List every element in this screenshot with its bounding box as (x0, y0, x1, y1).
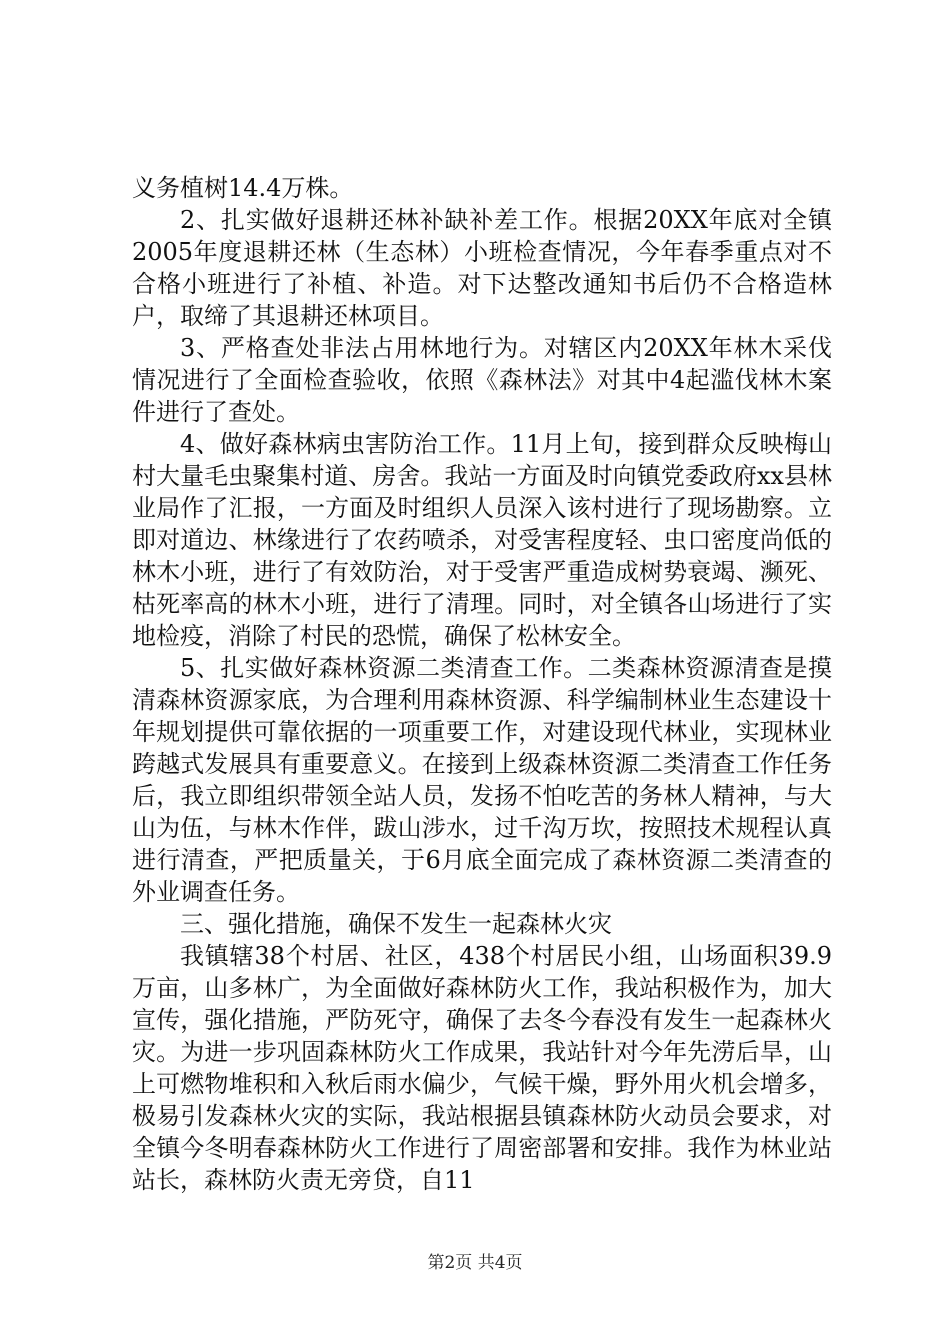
section-heading-3: 三、强化措施，确保不发生一起森林火灾 (180, 910, 612, 938)
paragraph-item-2: 2、扎实做好退耕还林补缺补差工作。根据20XX年底对全镇2005年度退耕还林（生态林）小班检查情况，今年春季重点对不合格小班进行了补植、补造。对下达整改通知书后仍不合格造林户，取缔了其退耕还林项目。 (132, 206, 832, 330)
paragraph-item-4: 4、做好森林病虫害防治工作。11月上旬，接到群众反映梅山村大量毛虫聚集村道、房舍。我站一方面及时向镇党委政府xx县林业局作了汇报，一方面及时组织人员深入该村进行了现场勘察。立即对道边、林缘进行了农药喷杀，对受害程度轻、虫口密度尚低的林木小班，进行了有效防治，对于受害严重造成树势衰竭、濒死、枯死率高的林木小班，进行了清理。同时，对全镇各山场进行了实地检疫，消除了村民的恐慌，确保了松林安全。 (132, 430, 832, 650)
paragraph-continuation: 义务植树14.4万株。 (132, 174, 354, 202)
paragraph-item-3: 3、严格查处非法占用林地行为。对辖区内20XX年林木采伐情况进行了全面检查验收，依照《森林法》对其中4起滥伐林木案件进行了查处。 (132, 334, 832, 426)
document-body (132, 172, 832, 1196)
paragraph-fire-prevention: 我镇辖38个村居、社区，438个村居民小组，山场面积39.9万亩，山多林广，为全面做好森林防火工作，我站积极作为，加大宣传，强化措施，严防死守，确保了去冬今春没有发生一起森林火灾。为进一步巩固森林防火工作成果，我站针对今年先涝后旱，山上可燃物堆积和入秋后雨水偏少，气候干燥，野外用火机会增多，极易引发森林火灾的实际，我站根据县镇森林防火动员会要求，对全镇今冬明春森林防火工作进行了周密部署和安排。我作为林业站站长，森林防火责无旁贷，自11 (132, 942, 832, 1194)
paragraph-item-5: 5、扎实做好森林资源二类清查工作。二类森林资源清查是摸清森林资源家底，为合理利用森林资源、科学编制林业生态建设十年规划提供可靠依据的一项重要工作，对建设现代林业，实现林业跨越式发展具有重要意义。在接到上级森林资源二类清查工作任务后，我立即组织带领全站人员，发扬不怕吃苦的务林人精神，与大山为伍，与林木作伴，跋山涉水，过千沟万坎，按照技术规程认真进行清查，严把质量关，于6月底全面完成了森林资源二类清查的外业调查任务。 (132, 654, 832, 906)
page-number-footer: 第2页 共4页 (427, 1253, 523, 1273)
